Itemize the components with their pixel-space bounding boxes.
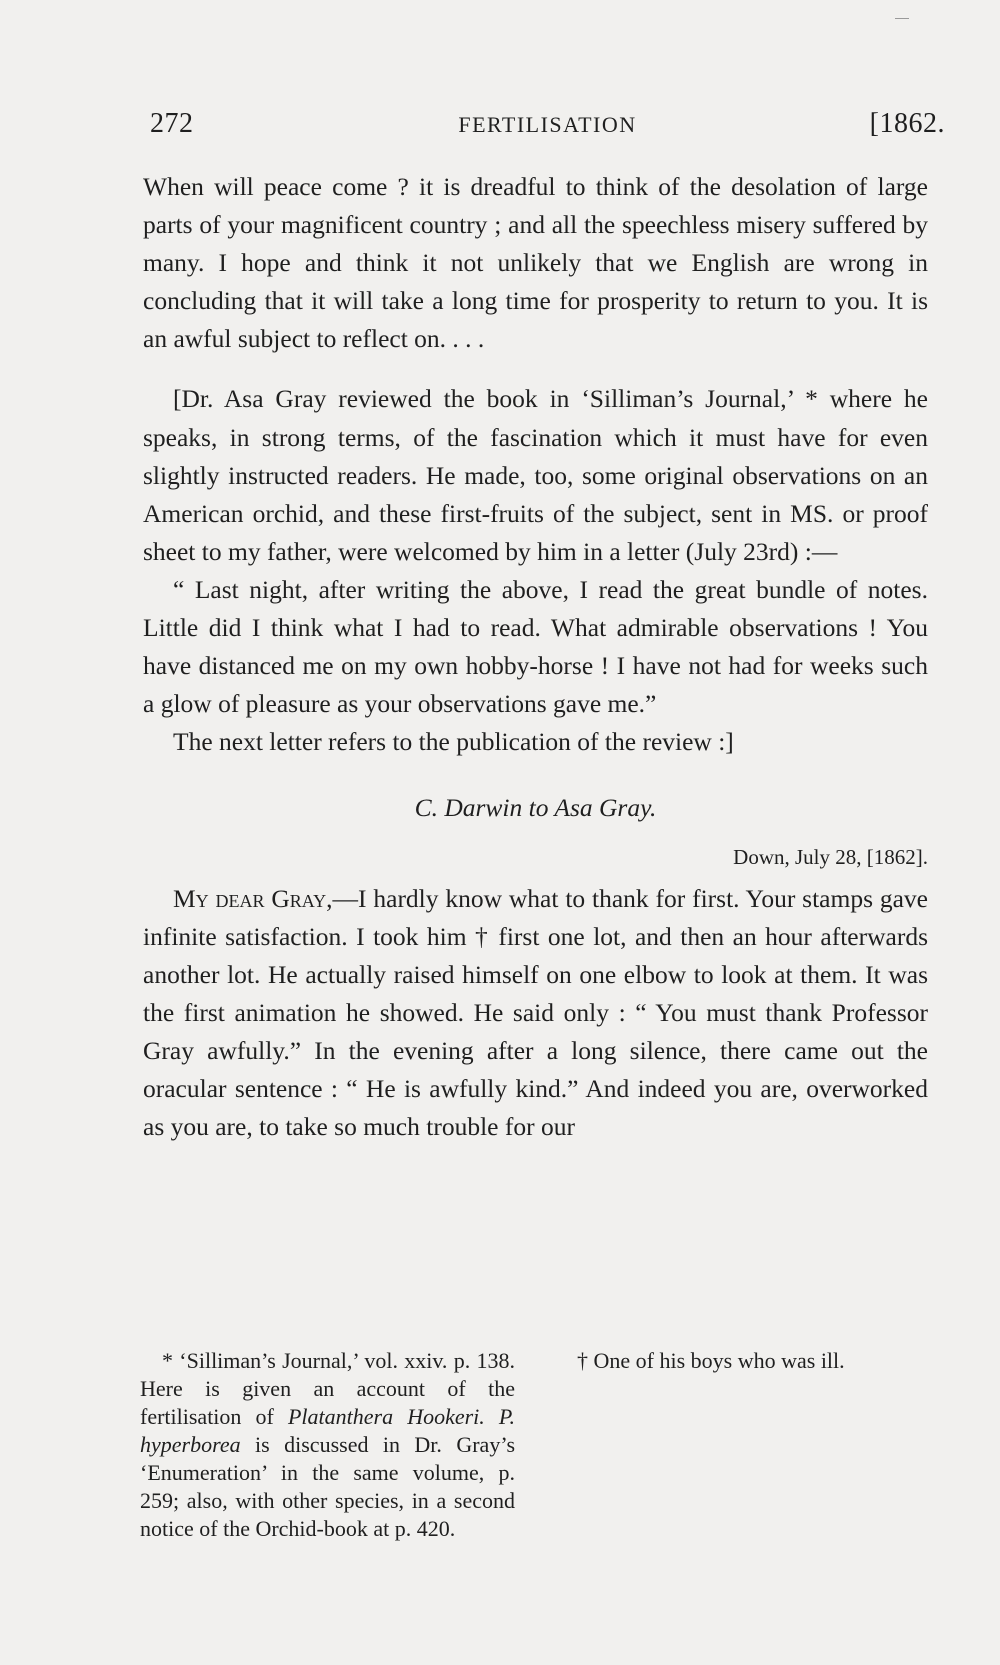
body-text: [143, 168, 928, 1146]
header-year: [1862.: [869, 108, 945, 139]
paragraph-letter: [143, 880, 928, 1147]
footnote-text-cont: is discussed in Dr. Gray’s ‘Enumeration’ in the same volume, p. 259; also, with other species, in a second notice of the Orchid-book at p. 420.: [140, 1432, 515, 1541]
letter-heading: C. Darwin to Asa Gray.: [414, 793, 657, 823]
page-number: 272: [150, 108, 194, 139]
footnote-species: Platanthera Hookeri. P. hyperborea: [140, 1404, 516, 1457]
corner-mark: [895, 18, 909, 19]
footnote-boy: † One of his boys who was ill.: [577, 1348, 845, 1373]
footnote-column-left: [140, 1347, 515, 1543]
running-title: FERTILISATION: [458, 112, 637, 137]
footnote-text: * ‘Silliman’s Journal,’ vol. xxiv. p. 138. Here is given an account of the fertilisation of: [140, 1348, 515, 1429]
paragraph-next-letter: The next letter refers to the publication of the review :]: [173, 727, 734, 757]
paragraph-quote: “ Last night, after writing the above, I read the great bundle of notes. Little did I think what I had to read. What admirable observations ! You have distanced me on my own hobby-horse ! I have not had for weeks such a glow of pleasure as your observations gave me.”: [143, 574, 928, 719]
footnote-silliman: [140, 1347, 515, 1543]
footnotes: [140, 1347, 930, 1543]
letter-text: —I hardly know what to thank for first. Your stamps gave infinite satisfaction. I took him † first one lot, and then an hour afterwards another lot. He actually raised himself on one elbow to look at them. It was the first animation he showed. He said only : “ You must thank Professor Gray awfully.” In the evening after a long silence, there came out the oracular sentence : “ He is awfully kind.” And indeed you are, overworked as you are, to take so much trouble for our: [143, 883, 928, 1142]
paragraph-peace: When will peace come ? it is dreadful to think of the desolation of large parts of your magnificent country ; and all the speechless misery suffered by many. I hope and think it not unlikely that we English are wrong in concluding that it will take a long time for prosperity to return to you. It is an awful subject to reflect on. . . .: [143, 172, 928, 354]
footnote-column-right: [555, 1347, 930, 1543]
paragraph-review: [Dr. Asa Gray reviewed the book in ‘Silliman’s Journal,’ * where he speaks, in strong terms, of the fascination which it must have for even slightly instructed readers. He made, too, some original observations on an American orchid, and these first-fruits of the subject, sent in MS. or proof sheet to my father, were welcomed by him in a letter (July 23rd) :—: [143, 384, 928, 566]
salutation: My dear Gray,: [173, 883, 333, 913]
letter-dateline: Down, July 28, [1862].: [733, 844, 928, 869]
